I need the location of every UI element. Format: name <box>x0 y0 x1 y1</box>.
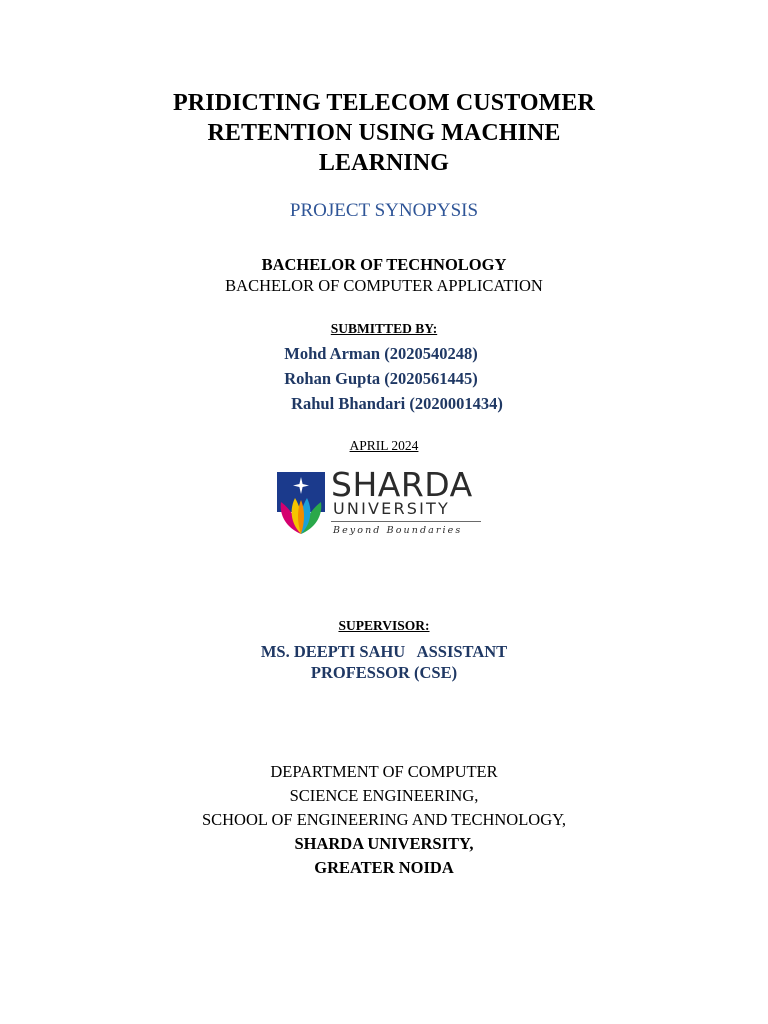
supervisor-title: PROFESSOR (CSE) <box>310 663 458 682</box>
university-location: GREATER NOIDA <box>314 858 454 877</box>
logo-subtitle: UNIVERSITY <box>333 499 450 518</box>
degree-primary: BACHELOR OF TECHNOLOGY <box>261 255 507 274</box>
university-logo <box>275 465 485 542</box>
school-name: SCHOOL OF ENGINEERING AND TECHNOLOGY, <box>201 810 567 829</box>
logo-wordmark: SHARDA <box>331 465 473 504</box>
logo-divider <box>331 521 481 522</box>
student-name: Mohd Arman (2020540248) <box>284 344 478 363</box>
department-line-1: DEPARTMENT OF COMPUTER <box>270 762 498 781</box>
department-line-2: SCIENCE ENGINEERING, <box>289 786 479 805</box>
lotus-star-emblem-icon <box>277 472 325 538</box>
degree-secondary: BACHELOR OF COMPUTER APPLICATION <box>225 276 543 295</box>
supervisor-label: SUPERVISOR: <box>338 618 430 633</box>
title-line-2: RETENTION USING MACHINE <box>207 120 561 146</box>
student-name: Rohan Gupta (2020561445) <box>284 369 478 388</box>
submission-date: APRIL 2024 <box>349 438 419 453</box>
logo-tagline: Beyond Boundaries <box>333 525 463 536</box>
title-line-3: LEARNING <box>318 150 450 176</box>
student-name: Rahul Bhandari (2020001434) <box>291 394 503 413</box>
supervisor-name: MS. DEEPTI SAHU ASSISTANT <box>260 642 508 661</box>
university-name: SHARDA UNIVERSITY, <box>294 834 474 853</box>
subtitle: PROJECT SYNOPYSIS <box>289 200 479 221</box>
title-line-1: PRIDICTING TELECOM CUSTOMER <box>173 90 595 116</box>
submitted-by-label: SUBMITTED BY: <box>330 321 438 336</box>
